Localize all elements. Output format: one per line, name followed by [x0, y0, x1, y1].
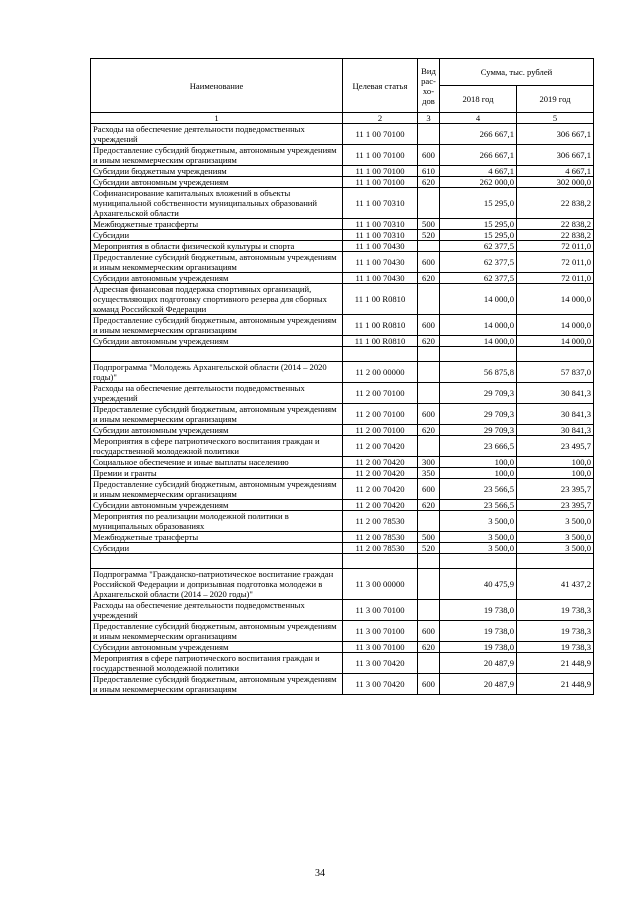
cell-2018: 29 709,3 — [440, 383, 517, 404]
table-row — [91, 219, 594, 230]
table-body — [91, 124, 594, 695]
cell-code: 11 3 00 00000 — [343, 569, 418, 600]
cell-name: Субсидии — [91, 230, 343, 241]
cell-type: 600 — [418, 479, 440, 500]
column-number: 3 — [418, 113, 440, 124]
spacer-cell — [440, 554, 517, 569]
cell-2018: 14 000,0 — [440, 336, 517, 347]
spacer-row — [91, 347, 594, 362]
header-code: Целевая статья — [343, 59, 418, 113]
cell-type — [418, 124, 440, 145]
cell-type: 620 — [418, 273, 440, 284]
cell-name: Субсидии автономным учреждениям — [91, 273, 343, 284]
cell-type: 500 — [418, 219, 440, 230]
cell-code: 11 2 00 70420 — [343, 457, 418, 468]
cell-code: 11 1 00 70430 — [343, 252, 418, 273]
cell-2019: 21 448,9 — [517, 653, 594, 674]
cell-2019: 4 667,1 — [517, 166, 594, 177]
cell-type: 300 — [418, 457, 440, 468]
cell-type — [418, 284, 440, 315]
page-number: 34 — [315, 868, 325, 879]
cell-type — [418, 241, 440, 252]
spacer-cell — [91, 554, 343, 569]
table-row — [91, 468, 594, 479]
table-row — [91, 252, 594, 273]
cell-code: 11 1 00 70430 — [343, 273, 418, 284]
cell-2019: 3 500,0 — [517, 511, 594, 532]
cell-name: Предоставление субсидий бюджетным, автономным учреждениям и иным некоммерческим организациям — [91, 315, 343, 336]
table-row — [91, 425, 594, 436]
cell-2019: 19 738,3 — [517, 621, 594, 642]
cell-2019: 14 000,0 — [517, 336, 594, 347]
cell-2018: 62 377,5 — [440, 241, 517, 252]
cell-name: Премии и гранты — [91, 468, 343, 479]
cell-name: Предоставление субсидий бюджетным, автономным учреждениям и иным некоммерческим организациям — [91, 404, 343, 425]
cell-2019: 22 838,2 — [517, 230, 594, 241]
cell-name: Субсидии бюджетным учреждениям — [91, 166, 343, 177]
cell-name: Расходы на обеспечение деятельности подведомственных учреждений — [91, 383, 343, 404]
cell-2018: 56 875,8 — [440, 362, 517, 383]
header-year-2019: 2019 год — [517, 86, 594, 113]
cell-type — [418, 600, 440, 621]
table-row — [91, 621, 594, 642]
cell-code: 11 1 00 R0810 — [343, 336, 418, 347]
cell-type: 600 — [418, 404, 440, 425]
table-row — [91, 674, 594, 695]
table-row — [91, 642, 594, 653]
cell-type: 610 — [418, 166, 440, 177]
cell-code: 11 2 00 70420 — [343, 479, 418, 500]
cell-2018: 266 667,1 — [440, 145, 517, 166]
cell-name: Софинансирование капитальных вложений в объекты муниципальной собственности муниципальных образований Архангельской области — [91, 188, 343, 219]
table-row — [91, 543, 594, 554]
cell-2019: 19 738,3 — [517, 600, 594, 621]
cell-2019: 30 841,3 — [517, 383, 594, 404]
cell-code: 11 2 00 70420 — [343, 436, 418, 457]
cell-code: 11 1 00 70310 — [343, 230, 418, 241]
cell-2018: 14 000,0 — [440, 315, 517, 336]
cell-2018: 20 487,9 — [440, 653, 517, 674]
cell-code: 11 2 00 70100 — [343, 383, 418, 404]
cell-type: 600 — [418, 145, 440, 166]
cell-name: Мероприятия в сфере патриотического воспитания граждан и государственной молодежной политики — [91, 436, 343, 457]
cell-type: 620 — [418, 425, 440, 436]
cell-name: Субсидии автономным учреждениям — [91, 177, 343, 188]
cell-code: 11 1 00 70100 — [343, 124, 418, 145]
cell-2019: 72 011,0 — [517, 252, 594, 273]
table-row — [91, 436, 594, 457]
header-name: Наименование — [91, 59, 343, 113]
cell-code: 11 1 00 70430 — [343, 241, 418, 252]
column-number: 5 — [517, 113, 594, 124]
cell-code: 11 2 00 70420 — [343, 500, 418, 511]
cell-2018: 19 738,0 — [440, 642, 517, 653]
table-row — [91, 532, 594, 543]
cell-2018: 3 500,0 — [440, 511, 517, 532]
table-row — [91, 284, 594, 315]
cell-2019: 57 837,0 — [517, 362, 594, 383]
cell-name: Подпрограмма "Гражданско-патриотическое воспитание граждан Российской Федерации и допризывная подготовка молодежи в Архангельской области (2014 – 2020 годы)" — [91, 569, 343, 600]
table-row — [91, 145, 594, 166]
cell-2018: 29 709,3 — [440, 404, 517, 425]
cell-type: 520 — [418, 230, 440, 241]
cell-code: 11 3 00 70100 — [343, 621, 418, 642]
budget-table — [90, 58, 594, 695]
cell-2019: 306 667,1 — [517, 145, 594, 166]
cell-name: Предоставление субсидий бюджетным, автономным учреждениям и иным некоммерческим организациям — [91, 252, 343, 273]
cell-2018: 14 000,0 — [440, 284, 517, 315]
cell-code: 11 2 00 70100 — [343, 425, 418, 436]
table-row — [91, 404, 594, 425]
cell-type — [418, 436, 440, 457]
cell-type: 620 — [418, 500, 440, 511]
table-row — [91, 188, 594, 219]
header-sum: Сумма, тыс. рублей — [440, 59, 594, 86]
cell-code: 11 2 00 00000 — [343, 362, 418, 383]
spacer-cell — [343, 554, 418, 569]
table-row — [91, 653, 594, 674]
cell-type — [418, 383, 440, 404]
cell-2019: 30 841,3 — [517, 425, 594, 436]
cell-2018: 4 667,1 — [440, 166, 517, 177]
cell-2018: 100,0 — [440, 468, 517, 479]
table-row — [91, 600, 594, 621]
cell-2019: 302 000,0 — [517, 177, 594, 188]
cell-2018: 19 738,0 — [440, 621, 517, 642]
cell-type: 600 — [418, 315, 440, 336]
spacer-cell — [343, 347, 418, 362]
cell-type: 620 — [418, 642, 440, 653]
cell-name: Субсидии — [91, 543, 343, 554]
cell-type: 600 — [418, 621, 440, 642]
table-row — [91, 241, 594, 252]
cell-code: 11 2 00 78530 — [343, 532, 418, 543]
cell-type: 620 — [418, 177, 440, 188]
cell-code: 11 2 00 70420 — [343, 468, 418, 479]
cell-2018: 3 500,0 — [440, 532, 517, 543]
cell-2018: 23 566,5 — [440, 500, 517, 511]
cell-type: 520 — [418, 543, 440, 554]
cell-2019: 23 395,7 — [517, 479, 594, 500]
cell-name: Мероприятия в сфере патриотического воспитания граждан и государственной молодежной политики — [91, 653, 343, 674]
cell-code: 11 1 00 70100 — [343, 177, 418, 188]
spacer-cell — [418, 554, 440, 569]
cell-2018: 3 500,0 — [440, 543, 517, 554]
cell-2018: 266 667,1 — [440, 124, 517, 145]
cell-code: 11 2 00 70100 — [343, 404, 418, 425]
cell-name: Предоставление субсидий бюджетным, автономным учреждениям и иным некоммерческим организациям — [91, 479, 343, 500]
cell-type — [418, 653, 440, 674]
table-row — [91, 315, 594, 336]
cell-type: 600 — [418, 674, 440, 695]
cell-2019: 21 448,9 — [517, 674, 594, 695]
cell-name: Субсидии автономным учреждениям — [91, 336, 343, 347]
cell-2018: 15 295,0 — [440, 219, 517, 230]
cell-name: Расходы на обеспечение деятельности подведомственных учреждений — [91, 124, 343, 145]
column-number: 2 — [343, 113, 418, 124]
cell-2019: 72 011,0 — [517, 241, 594, 252]
cell-2018: 29 709,3 — [440, 425, 517, 436]
spacer-row — [91, 554, 594, 569]
cell-2019: 30 841,3 — [517, 404, 594, 425]
cell-type: 600 — [418, 252, 440, 273]
table-row — [91, 230, 594, 241]
cell-2019: 100,0 — [517, 457, 594, 468]
cell-2019: 14 000,0 — [517, 315, 594, 336]
table-row — [91, 457, 594, 468]
table-row — [91, 273, 594, 284]
spacer-cell — [517, 554, 594, 569]
cell-type — [418, 362, 440, 383]
header-year-2018: 2018 год — [440, 86, 517, 113]
header-type: Вид рас-хо-дов — [418, 59, 440, 113]
cell-code: 11 1 00 R0810 — [343, 315, 418, 336]
table-row — [91, 383, 594, 404]
cell-name: Адресная финансовая поддержка спортивных организаций, осуществляющих подготовку спортивного резерва для сборных команд Российской Федерации — [91, 284, 343, 315]
subprogram-row — [91, 362, 594, 383]
cell-2018: 20 487,9 — [440, 674, 517, 695]
cell-name: Субсидии автономным учреждениям — [91, 425, 343, 436]
cell-2019: 3 500,0 — [517, 532, 594, 543]
cell-type: 350 — [418, 468, 440, 479]
cell-2019: 19 738,3 — [517, 642, 594, 653]
cell-name: Расходы на обеспечение деятельности подведомственных учреждений — [91, 600, 343, 621]
cell-2018: 15 295,0 — [440, 230, 517, 241]
cell-2019: 14 000,0 — [517, 284, 594, 315]
cell-code: 11 2 00 78530 — [343, 511, 418, 532]
cell-name: Мероприятия в области физической культуры и спорта — [91, 241, 343, 252]
cell-name: Межбюджетные трансферты — [91, 219, 343, 230]
table-row — [91, 511, 594, 532]
cell-2018: 15 295,0 — [440, 188, 517, 219]
cell-code: 11 3 00 70420 — [343, 653, 418, 674]
table-row — [91, 500, 594, 511]
spacer-cell — [91, 347, 343, 362]
table-row — [91, 166, 594, 177]
column-number: 1 — [91, 113, 343, 124]
table-row — [91, 479, 594, 500]
cell-2018: 262 000,0 — [440, 177, 517, 188]
column-number: 4 — [440, 113, 517, 124]
cell-2018: 62 377,5 — [440, 273, 517, 284]
cell-2018: 40 475,9 — [440, 569, 517, 600]
cell-code: 11 1 00 70100 — [343, 145, 418, 166]
cell-name: Подпрограмма "Молодежь Архангельской области (2014 – 2020 годы)" — [91, 362, 343, 383]
cell-type — [418, 511, 440, 532]
cell-2018: 23 566,5 — [440, 479, 517, 500]
cell-name: Предоставление субсидий бюджетным, автономным учреждениям и иным некоммерческим организациям — [91, 621, 343, 642]
cell-2019: 22 838,2 — [517, 219, 594, 230]
cell-2018: 23 666,5 — [440, 436, 517, 457]
spacer-cell — [418, 347, 440, 362]
cell-type — [418, 188, 440, 219]
cell-name: Социальное обеспечение и иные выплаты населению — [91, 457, 343, 468]
cell-code: 11 1 00 70310 — [343, 219, 418, 230]
cell-code: 11 1 00 70100 — [343, 166, 418, 177]
cell-2019: 100,0 — [517, 468, 594, 479]
cell-name: Субсидии автономным учреждениям — [91, 642, 343, 653]
table-row — [91, 124, 594, 145]
cell-name: Предоставление субсидий бюджетным, автономным учреждениям и иным некоммерческим организациям — [91, 145, 343, 166]
spacer-cell — [517, 347, 594, 362]
cell-2019: 72 011,0 — [517, 273, 594, 284]
cell-2019: 41 437,2 — [517, 569, 594, 600]
spacer-cell — [440, 347, 517, 362]
cell-2018: 19 738,0 — [440, 600, 517, 621]
cell-2019: 23 495,7 — [517, 436, 594, 457]
cell-type: 500 — [418, 532, 440, 543]
cell-2019: 3 500,0 — [517, 543, 594, 554]
table-row — [91, 336, 594, 347]
subprogram-row — [91, 569, 594, 600]
cell-code: 11 1 00 R0810 — [343, 284, 418, 315]
cell-code: 11 3 00 70100 — [343, 642, 418, 653]
cell-2019: 306 667,1 — [517, 124, 594, 145]
cell-2019: 22 838,2 — [517, 188, 594, 219]
cell-code: 11 2 00 78530 — [343, 543, 418, 554]
cell-name: Субсидии автономным учреждениям — [91, 500, 343, 511]
cell-name: Межбюджетные трансферты — [91, 532, 343, 543]
cell-type: 620 — [418, 336, 440, 347]
cell-2018: 62 377,5 — [440, 252, 517, 273]
cell-name: Предоставление субсидий бюджетным, автономным учреждениям и иным некоммерческим организациям — [91, 674, 343, 695]
cell-name: Мероприятия по реализации молодежной политики в муниципальных образованиях — [91, 511, 343, 532]
cell-2018: 100,0 — [440, 457, 517, 468]
cell-code: 11 1 00 70310 — [343, 188, 418, 219]
cell-2019: 23 395,7 — [517, 500, 594, 511]
cell-code: 11 3 00 70420 — [343, 674, 418, 695]
cell-code: 11 3 00 70100 — [343, 600, 418, 621]
table-row — [91, 177, 594, 188]
cell-type — [418, 569, 440, 600]
